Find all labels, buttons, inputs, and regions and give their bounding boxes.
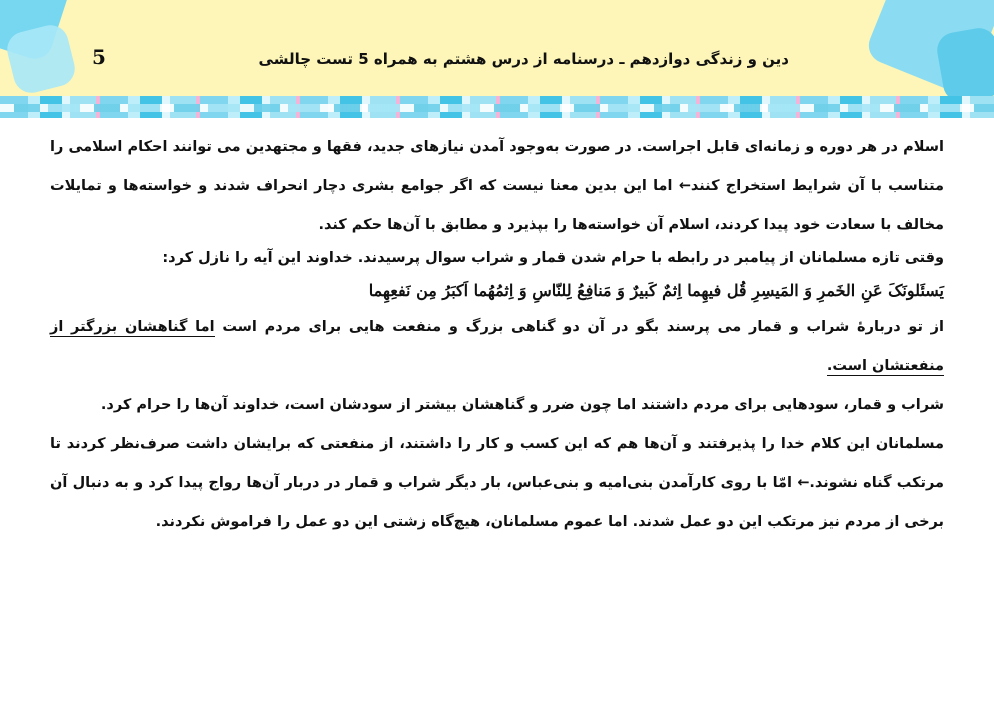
page-number: 5 [92,45,106,69]
paragraph-3 [50,308,944,386]
paragraph-5: مسلمانان این کلام خدا را پذیرفتند و آن‌ها هم که این کسب و کار را داشتند، از منفعتی که برایشان داشت صرف‌نظر کردند تا مرتکب گناه نشوند.← امّا با روی کارآمدن بنی‌امیه و بنی‌عباس، بار دیگر شراب و قمار در دربار آن‌ها رواج پیدا کرد و به دنبال آن برخی از مردم نیز مرتکب این دو عمل شدند. اما عموم مسلمانان، هیچ‌گاه زشتی این دو عمل را فراموش نکردند. [50,436,944,530]
page-header [0,0,994,118]
decorative-square-right-bottom [934,25,994,104]
paragraph-1: اسلام در هر دوره و زمانه‌ای قابل اجراست. در صورت به‌وجود آمدن نیازهای جدید، فقها و مجتهدین می توانند احکام اسلامی را متناسب با آن شرایط استخراج کنند← اما این بدین معنا نیست که اگر جوامع بشری دچار انحراف شدند و خواسته‌ها و تمایلات مخالف با سعادت خود پیدا کردند، اسلام آن خواسته‌ها را بپذیرد و مطابق با آن‌ها حکم کند. [50,139,944,233]
paragraph-2: وقتی تازه مسلمانان از پیامبر در رابطه با حرام شدن قمار و شراب سوال پرسیدند. خداوند این آیه را نازل کرد: [162,250,944,266]
verse-translation: از تو دربارهٔ شراب و قمار می پرسند بگو در آن دو گناهی بزرگ و منفعت هایی برای مردم است [222,319,944,335]
paragraph-4: شراب و قمار، سودهایی برای مردم داشتند اما چون ضرر و گناهشان بیشتر از سودشان است، خداوند آن‌ها را حرام کرد. [100,397,944,413]
decorative-stripes-overlay [0,104,994,112]
quran-verse: یَسئَلونَکَ عَنِ الخَمرِ وَ المَیسِرِ قُل فیهِما اِثمٌ کَبیرٌ وَ مَنافِعُ لِلنّاسِ وَ اِثمُهُما اَکبَرُ مِن نَفعِهِما [368,281,944,300]
verse-translation-underlined: اما گناهشان بزرگتر از منفعتشان است. [50,319,944,374]
page-title: دین و زندگی دوازدهم ـ درسنامه از درس هشتم به همراه 5 تست چالشی [258,50,789,68]
lesson-content [50,128,944,542]
